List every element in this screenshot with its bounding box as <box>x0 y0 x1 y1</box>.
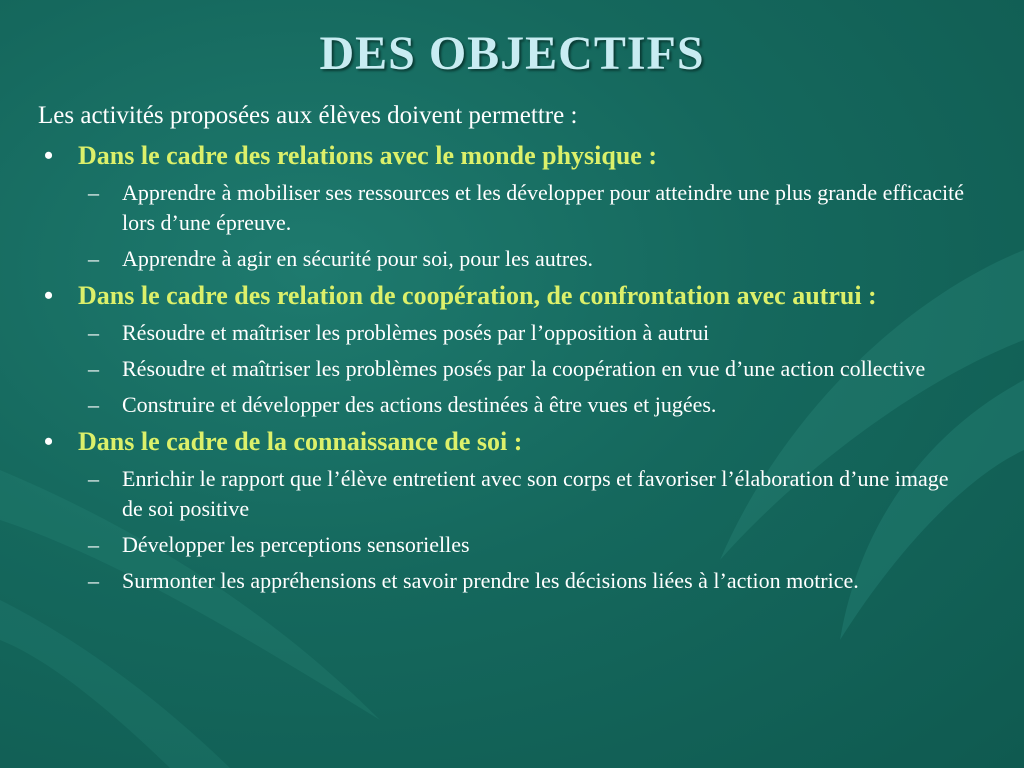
dash-mark: – <box>88 356 99 381</box>
dash-mark: – <box>88 246 99 271</box>
list-item-text: Apprendre à agir en sécurité pour soi, pour les autres. <box>122 246 594 271</box>
list-item-text: Résoudre et maîtriser les problèmes posés par l’opposition à autrui <box>122 320 710 345</box>
dash-mark: – <box>88 568 99 593</box>
list-item <box>38 354 998 384</box>
list-item-text: Développer les perceptions sensorielles <box>122 532 470 557</box>
section-heading <box>38 426 998 458</box>
section-heading <box>38 140 998 172</box>
list-item-text: Construire et développer des actions destinées à être vues et jugées. <box>122 392 717 417</box>
section-heading-text: Dans le cadre de la connaissance de soi : <box>78 427 523 456</box>
list-item <box>38 390 998 420</box>
section-heading-text: Dans le cadre des relation de coopération, de confrontation avec autrui : <box>78 281 877 310</box>
dash-mark: – <box>88 392 99 417</box>
list-item-text: Surmonter les appréhensions et savoir prendre les décisions liées à l’action motrice. <box>122 568 859 593</box>
dash-mark: – <box>88 320 99 345</box>
intro-text: Les activités proposées aux élèves doivent permettre : <box>38 102 578 129</box>
list-item-text: Résoudre et maîtriser les problèmes posés par la coopération en vue d’une action collective <box>122 356 926 381</box>
list-item <box>38 464 998 524</box>
bullet-mark: • <box>44 141 54 170</box>
list-item-text: Enrichir le rapport que l’élève entretient avec son corps et favoriser l’élaboration d’une image de soi positive <box>122 466 949 521</box>
bullet-mark: • <box>44 427 54 456</box>
slide-title: DES OBJECTIFS <box>319 27 705 80</box>
section-heading <box>38 280 998 312</box>
list-item <box>38 318 998 348</box>
slide-body <box>38 100 998 602</box>
dash-mark: – <box>88 466 99 491</box>
section-heading-text: Dans le cadre des relations avec le monde physique : <box>78 141 657 170</box>
list-item <box>38 566 998 596</box>
list-item <box>38 178 998 238</box>
list-item <box>38 530 998 560</box>
list-item-text: Apprendre à mobiliser ses ressources et les développer pour atteindre une plus grande efficacité lors d’une épreuve. <box>122 180 964 235</box>
list-item <box>38 244 998 274</box>
dash-mark: – <box>88 180 99 205</box>
dash-mark: – <box>88 532 99 557</box>
bullet-mark: • <box>44 281 54 310</box>
